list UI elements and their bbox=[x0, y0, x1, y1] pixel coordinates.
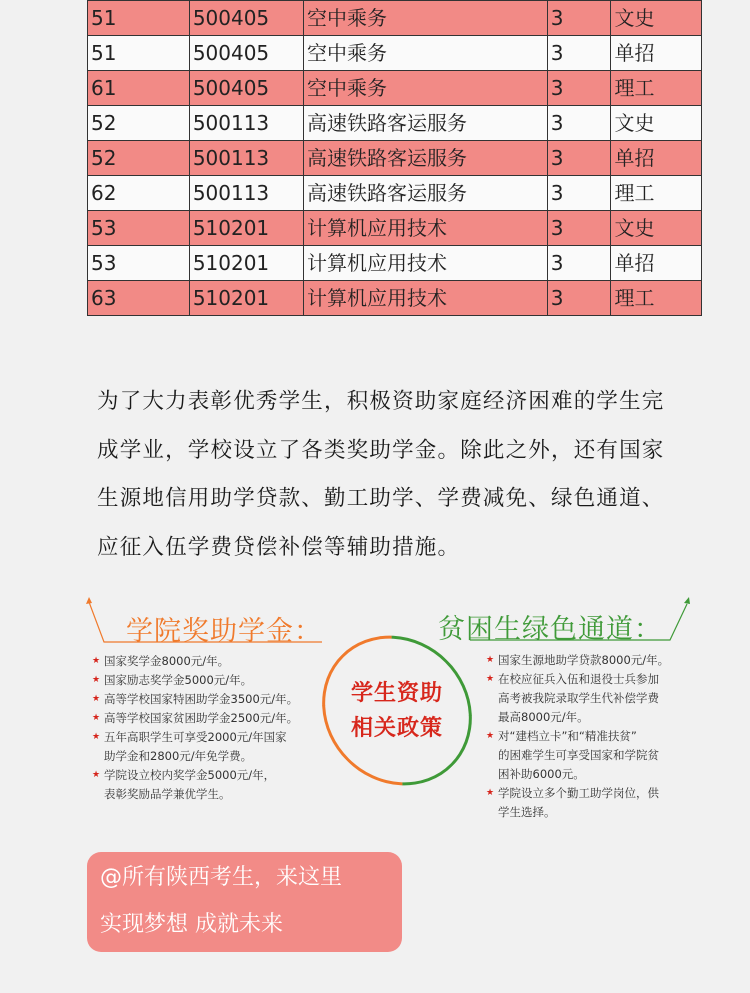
center-line-1: 学生资助 bbox=[350, 681, 443, 706]
table-row bbox=[88, 1, 702, 36]
cell-years: 3 bbox=[547, 106, 611, 141]
cell-years: 3 bbox=[547, 176, 611, 211]
cell-major: 计算机应用技术 bbox=[303, 211, 547, 246]
cell-code: 53 bbox=[88, 246, 190, 281]
scholarship-list bbox=[92, 652, 298, 804]
cell-code: 61 bbox=[88, 71, 190, 106]
cell-years: 3 bbox=[547, 141, 611, 176]
cell-category: 理工 bbox=[611, 281, 702, 316]
cell-category: 理工 bbox=[611, 71, 702, 106]
paragraph-line: 为了大力表彰优秀学生，积极资助家庭经济困难的学生完 bbox=[97, 389, 665, 414]
cell-major: 高速铁路客运服务 bbox=[303, 141, 547, 176]
cell-major: 空中乘务 bbox=[303, 1, 547, 36]
list-item: ★ 五年高职学生可享受2000元/年国家 bbox=[92, 728, 298, 747]
list-item: ★ 在校应征兵入伍和退役士兵参加 bbox=[486, 670, 669, 689]
cell-code: 52 bbox=[88, 141, 190, 176]
cell-category: 文史 bbox=[611, 106, 702, 141]
cell-major-code: 500405 bbox=[189, 1, 303, 36]
list-item: ★ 国家励志奖学金5000元/年。 bbox=[92, 671, 298, 690]
cell-major-code: 510201 bbox=[189, 211, 303, 246]
list-item: ★ 学院设立多个勤工助学岗位，供 bbox=[486, 784, 669, 803]
banner-line-1: @所有陕西考生，来这里 bbox=[100, 865, 343, 890]
bottom-banner bbox=[87, 852, 402, 952]
green-channel-list bbox=[486, 651, 669, 822]
cell-code: 63 bbox=[88, 281, 190, 316]
cell-code: 51 bbox=[88, 1, 190, 36]
cell-major: 空中乘务 bbox=[303, 36, 547, 71]
center-line-2: 相关政策 bbox=[350, 716, 443, 741]
list-item: ★ 国家生源地助学贷款8000元/年。 bbox=[486, 651, 669, 670]
cell-major: 高速铁路客运服务 bbox=[303, 176, 547, 211]
cell-major-code: 500113 bbox=[189, 176, 303, 211]
scholarship-title: 学院奖助学金： bbox=[126, 616, 322, 647]
cell-category: 单招 bbox=[611, 141, 702, 176]
table-row bbox=[88, 71, 702, 106]
cell-years: 3 bbox=[547, 246, 611, 281]
policy-center-label bbox=[326, 676, 468, 746]
cell-major-code: 500113 bbox=[189, 141, 303, 176]
cell-category: 理工 bbox=[611, 176, 702, 211]
cell-major: 高速铁路客运服务 bbox=[303, 106, 547, 141]
cell-major-code: 510201 bbox=[189, 281, 303, 316]
cell-category: 文史 bbox=[611, 211, 702, 246]
intro-paragraph bbox=[97, 378, 707, 572]
cell-major-code: 510201 bbox=[189, 246, 303, 281]
cell-major: 计算机应用技术 bbox=[303, 281, 547, 316]
table-row bbox=[88, 106, 702, 141]
table-row bbox=[88, 246, 702, 281]
cell-major-code: 500113 bbox=[189, 106, 303, 141]
cell-major-code: 500405 bbox=[189, 36, 303, 71]
list-item-continuation: 助学金和2800元/年免学费。 bbox=[104, 749, 253, 763]
cell-years: 3 bbox=[547, 36, 611, 71]
cell-years: 3 bbox=[547, 71, 611, 106]
list-item-continuation: 学生选择。 bbox=[498, 805, 556, 819]
list-item: ★ 国家奖学金8000元/年。 bbox=[92, 652, 298, 671]
green-channel-title: 贫困生绿色通道： bbox=[438, 614, 662, 645]
table-row bbox=[88, 281, 702, 316]
table-row bbox=[88, 176, 702, 211]
table-row bbox=[88, 141, 702, 176]
list-item: ★ 学院设立校内奖学金5000元/年， bbox=[92, 766, 298, 785]
list-item: ★ 高等学校国家贫困助学金2500元/年。 bbox=[92, 709, 298, 728]
cell-category: 单招 bbox=[611, 246, 702, 281]
cell-major: 空中乘务 bbox=[303, 71, 547, 106]
cell-code: 52 bbox=[88, 106, 190, 141]
paragraph-line: 生源地信用助学贷款、勤工助学、学费减免、绿色通道、 bbox=[97, 486, 665, 511]
cell-code: 51 bbox=[88, 36, 190, 71]
cell-category: 单招 bbox=[611, 36, 702, 71]
list-item: ★ 对“建档立卡”和“精准扶贫” bbox=[486, 727, 669, 746]
cell-years: 3 bbox=[547, 281, 611, 316]
list-item-continuation: 困补助6000元。 bbox=[498, 767, 585, 781]
list-item-continuation: 高考被我院录取学生代补偿学费 bbox=[498, 691, 659, 705]
cell-years: 3 bbox=[547, 211, 611, 246]
table-row bbox=[88, 36, 702, 71]
banner-line-2: 实现梦想 成就未来 bbox=[100, 912, 283, 937]
cell-years: 3 bbox=[547, 1, 611, 36]
cell-code: 53 bbox=[88, 211, 190, 246]
list-item: ★ 高等学校国家特困助学金3500元/年。 bbox=[92, 690, 298, 709]
list-item-continuation: 的困难学生可享受国家和学院贫 bbox=[498, 748, 659, 762]
cell-code: 62 bbox=[88, 176, 190, 211]
paragraph-line: 成学业，学校设立了各类奖助学金。除此之外，还有国家 bbox=[97, 437, 665, 463]
list-item-continuation: 最高8000元/年。 bbox=[498, 710, 589, 724]
admission-table bbox=[87, 0, 702, 316]
right-arrow-head bbox=[684, 597, 690, 604]
cell-major: 计算机应用技术 bbox=[303, 246, 547, 281]
list-item-continuation: 表彰奖励品学兼优学生。 bbox=[104, 787, 231, 801]
paragraph-line: 应征入伍学费贷偿补偿等辅助措施。 bbox=[97, 534, 461, 560]
cell-major-code: 500405 bbox=[189, 71, 303, 106]
cell-category: 文史 bbox=[611, 1, 702, 36]
table-row bbox=[88, 211, 702, 246]
